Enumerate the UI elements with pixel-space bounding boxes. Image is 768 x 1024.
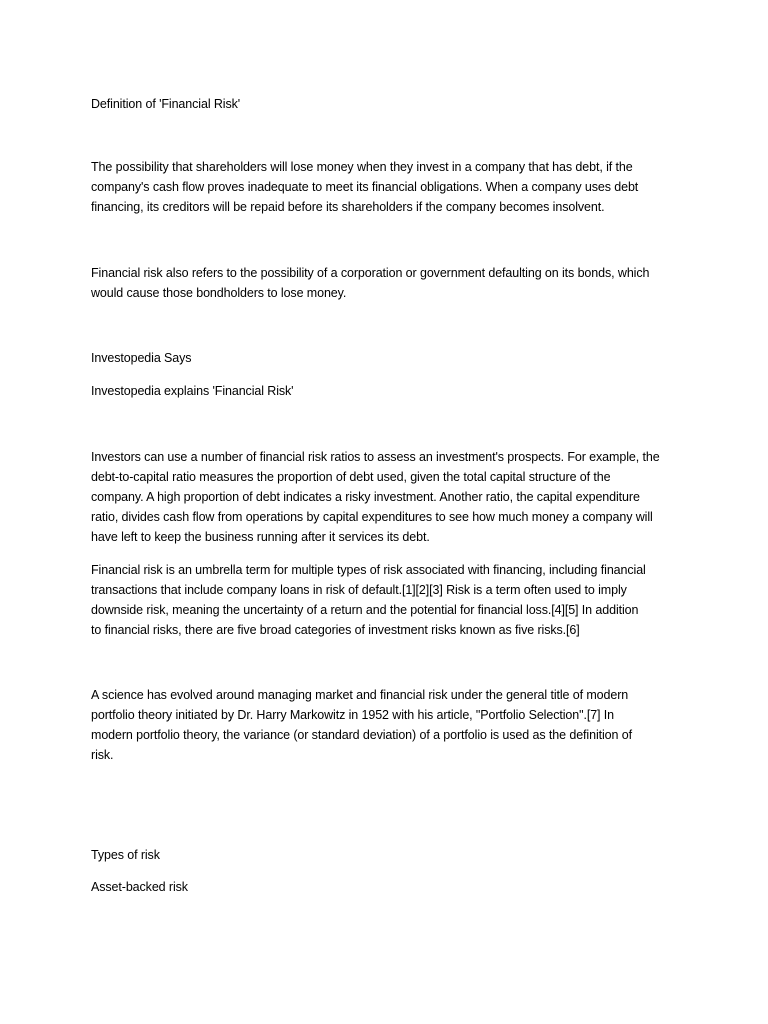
text-line: A science has evolved around managing market and financial risk under the general title of modern: [91, 688, 629, 702]
text-line: company. A high proportion of debt indicates a risky investment. Another ratio, the capital expenditure: [91, 490, 640, 504]
document-title: Definition of 'Financial Risk': [91, 97, 241, 111]
text-line: modern portfolio theory, the variance (or standard deviation) of a portfolio is used as the definition of: [91, 728, 632, 742]
text-line: transactions that include company loans in risk of default.[1][2][3] Risk is a term often used to imply: [91, 583, 627, 597]
text-line: Financial risk is an umbrella term for multiple types of risk associated with financing, including financial: [91, 563, 646, 577]
text-line: risk.: [91, 748, 114, 762]
heading-investopedia-explains: Investopedia explains 'Financial Risk': [91, 384, 294, 398]
text-line: have left to keep the business running after it services its debt.: [91, 530, 430, 544]
text-line: downside risk, meaning the uncertainty of a return and the potential for financial loss.[4][5] In addition: [91, 603, 639, 617]
text-line: The possibility that shareholders will lose money when they invest in a company that has debt, if the: [91, 160, 633, 174]
text-line: debt-to-capital ratio measures the proportion of debt used, given the total capital structure of the: [91, 470, 611, 484]
text-line: Investors can use a number of financial risk ratios to assess an investment's prospects. For example, the: [91, 450, 660, 464]
text-line: to financial risks, there are five broad categories of investment risks known as five risks.[6]: [91, 623, 580, 637]
text-line: ratio, divides cash flow from operations by capital expenditures to see how much money a company will: [91, 510, 653, 524]
text-line: Financial risk also refers to the possibility of a corporation or government defaulting on its bonds, which: [91, 266, 650, 280]
text-line: portfolio theory initiated by Dr. Harry Markowitz in 1952 with his article, "Portfolio Selection".[7] In: [91, 708, 615, 722]
text-line: company's cash flow proves inadequate to meet its financial obligations. When a company uses debt: [91, 180, 639, 194]
heading-asset-backed-risk: Asset-backed risk: [91, 880, 188, 894]
heading-types-of-risk: Types of risk: [91, 848, 160, 862]
text-line: financing, its creditors will be repaid before its shareholders if the company becomes insolvent.: [91, 200, 605, 214]
text-line: would cause those bondholders to lose money.: [91, 286, 347, 300]
heading-investopedia-says: Investopedia Says: [91, 351, 192, 365]
